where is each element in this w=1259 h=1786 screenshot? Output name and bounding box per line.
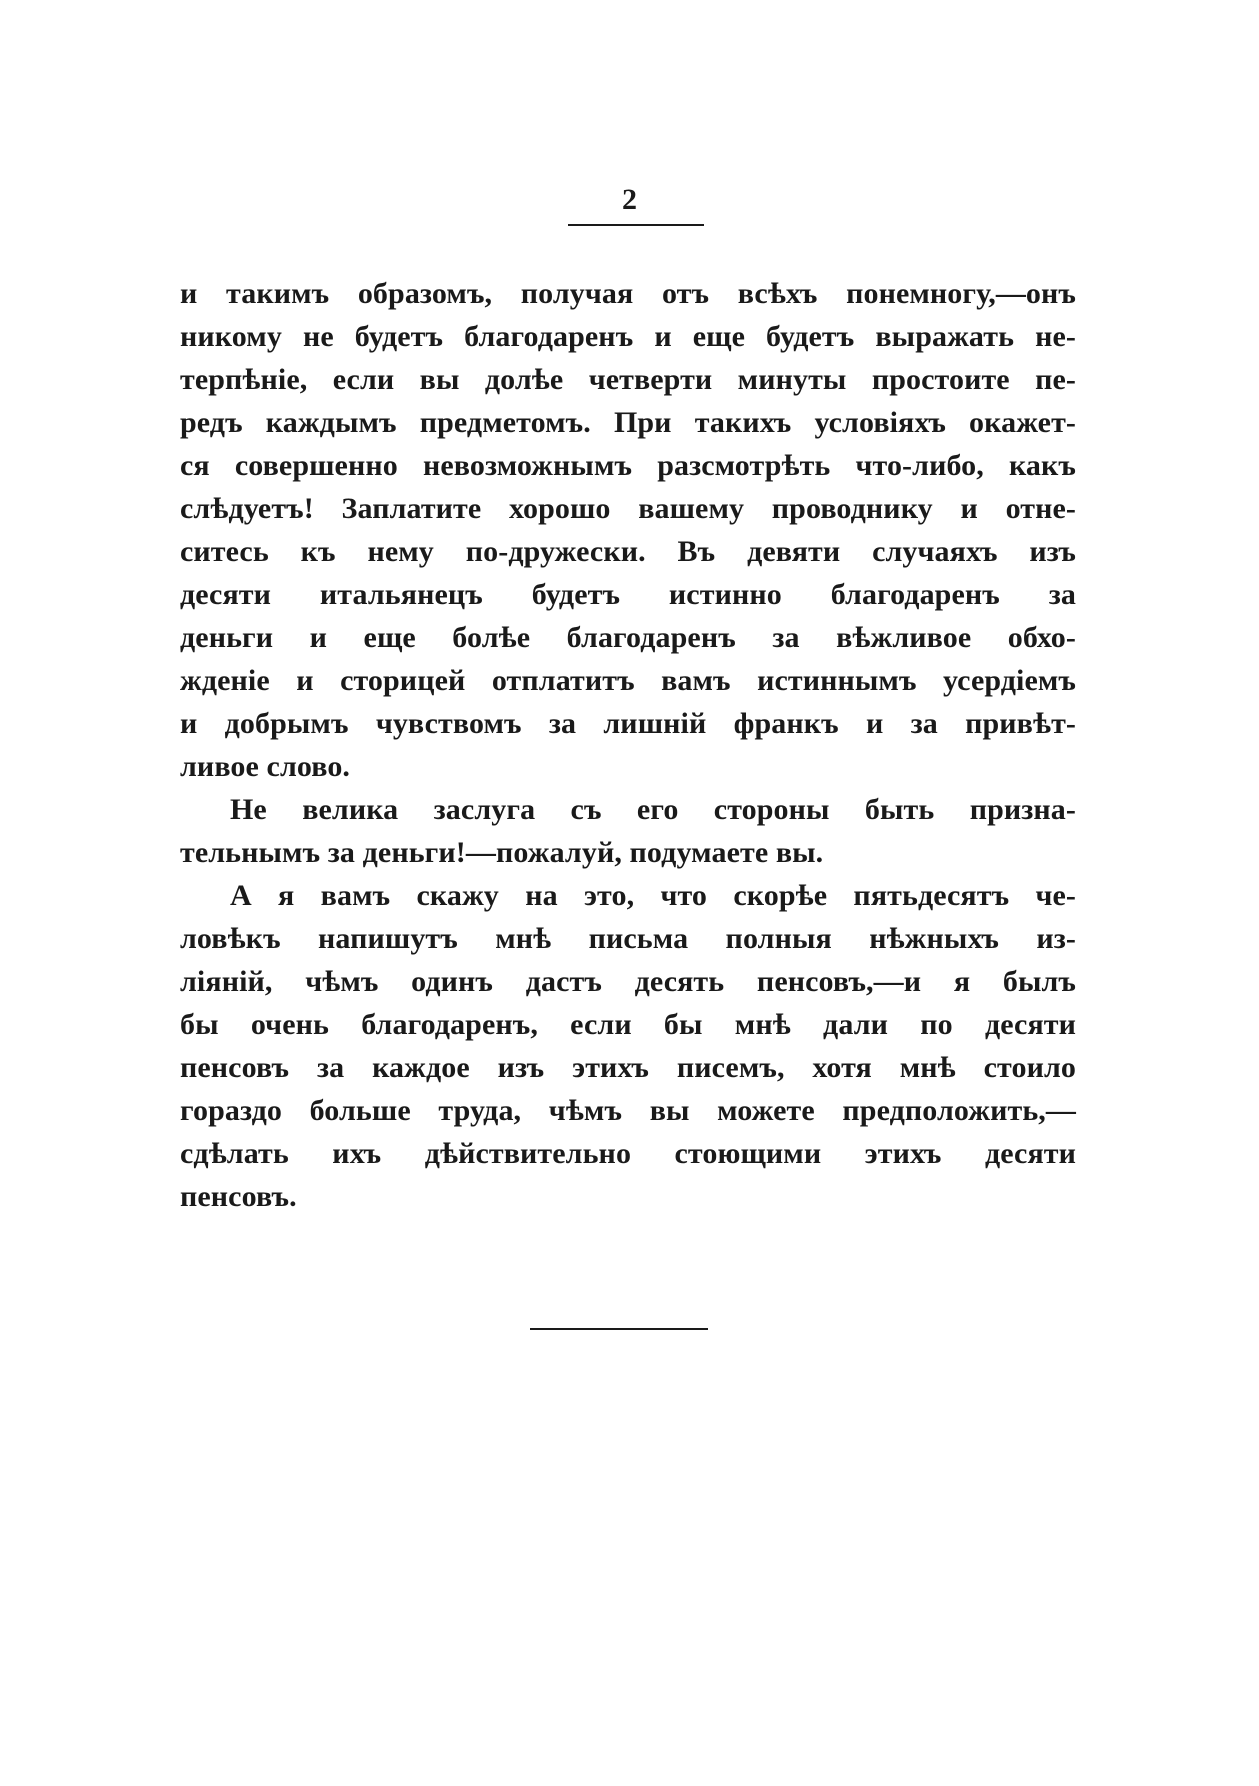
text-line: пенсовъ. xyxy=(180,1180,297,1213)
text-line: и добрымъ чувствомъ за лишній франкъ и за привѣт- xyxy=(180,707,1076,740)
text-line: деньги и еще болѣе благодаренъ за вѣжливое обхо- xyxy=(180,621,1076,654)
paragraph-1 xyxy=(180,272,1076,788)
body-text xyxy=(180,272,1076,1218)
paragraph-2 xyxy=(180,788,1076,874)
text-line: никому не будетъ благодаренъ и еще будетъ выражать не- xyxy=(180,320,1076,353)
text-line: жденіе и сторицей отплатитъ вамъ истиннымъ усердіемъ xyxy=(180,664,1076,697)
text-line: гораздо больше труда, чѣмъ вы можете предположить,— xyxy=(180,1094,1076,1127)
text-line: ліяній, чѣмъ одинъ дастъ десять пенсовъ,—и я былъ xyxy=(180,965,1076,998)
text-line: ситесь къ нему по-дружески. Въ девяти случаяхъ изъ xyxy=(180,535,1076,568)
text-line: Не велика заслуга съ его стороны быть призна- xyxy=(230,793,1076,826)
text-line: тельнымъ за деньги!—пожалуй, подумаете вы. xyxy=(180,836,824,869)
text-line: бы очень благодаренъ, если бы мнѣ дали по десяти xyxy=(180,1008,1076,1041)
text-line: пенсовъ за каждое изъ этихъ писемъ, хотя мнѣ стоило xyxy=(180,1051,1076,1084)
end-rule xyxy=(530,1328,708,1330)
text-line: терпѣніе, если вы долѣе четверти минуты простоите пе- xyxy=(180,363,1076,396)
text-line: ливое слово. xyxy=(180,750,351,783)
text-line: редъ каждымъ предметомъ. При такихъ условіяхъ окажет- xyxy=(180,406,1076,439)
page-number: 2 xyxy=(622,183,637,216)
text-line: слѣдуетъ! Заплатите хорошо вашему проводнику и отне- xyxy=(180,492,1076,525)
text-line: ловѣкъ напишутъ мнѣ письма полныя нѣжныхъ из- xyxy=(180,922,1076,955)
header-rule xyxy=(568,224,704,226)
text-line: десяти итальянецъ будетъ истинно благодаренъ за xyxy=(180,578,1076,611)
text-line: и такимъ образомъ, получая отъ всѣхъ понемногу,—онъ xyxy=(180,277,1076,310)
text-line: А я вамъ скажу на это, что скорѣе пятьдесятъ че- xyxy=(230,879,1076,912)
paragraph-3 xyxy=(180,874,1076,1218)
text-line: сдѣлать ихъ дѣйствительно стоющими этихъ десяти xyxy=(180,1137,1076,1170)
text-line: ся совершенно невозможнымъ разсмотрѣть что-либо, какъ xyxy=(180,449,1076,482)
